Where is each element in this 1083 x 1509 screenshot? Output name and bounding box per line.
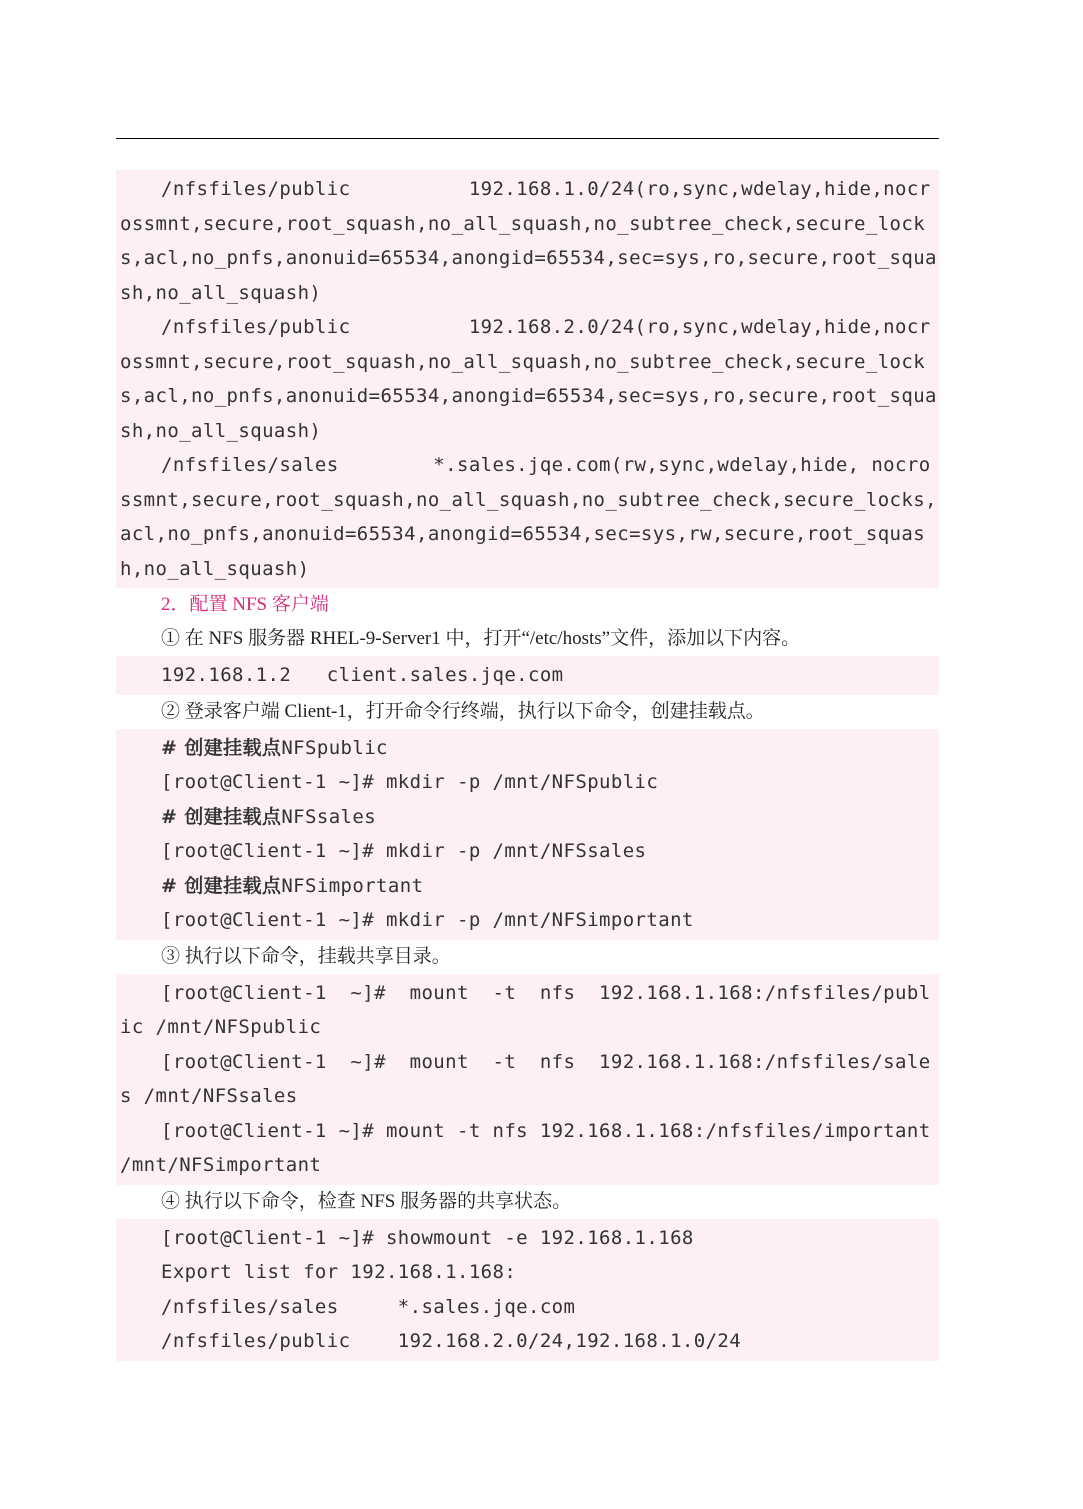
- step-4-text: ④ 执行以下命令，检查 NFS 服务器的共享状态。: [161, 1190, 572, 1212]
- comment-line: [120, 731, 939, 766]
- comment-zh: # 创建挂载点: [161, 805, 282, 828]
- export-list-header: Export list for 192.168.1.168:: [161, 1261, 517, 1283]
- export-output-block: [116, 170, 939, 588]
- command-line: [root@Client-1 ~]# mkdir -p /mnt/NFSpublic: [161, 771, 659, 793]
- export-list-row: /nfsfiles/public 192.168.2.0/24,192.168.1.0/24: [161, 1330, 742, 1352]
- hosts-entry: 192.168.1.2 client.sales.jqe.com: [161, 664, 564, 686]
- export-list-row: /nfsfiles/sales *.sales.jqe.com: [161, 1295, 576, 1318]
- hosts-entry-block: [116, 656, 939, 695]
- step-3-text: ③ 执行以下命令，挂载共享目录。: [161, 945, 451, 967]
- comment-zh: # 创建挂载点: [161, 736, 282, 759]
- comment-en: NFSpublic: [281, 736, 388, 759]
- showmount-block: [116, 1219, 939, 1361]
- mount-command: [root@Client-1 ~]# mount -t nfs 192.168.1.168:/nfsfiles/public /mnt/NFSpublic: [120, 981, 931, 1038]
- mkdir-commands-block: [116, 729, 939, 940]
- header-rule: [116, 138, 939, 139]
- mount-command: [root@Client-1 ~]# mount -t nfs 192.168.1.168:/nfsfiles/sales /mnt/NFSsales: [120, 1050, 931, 1107]
- step-2-text: ② 登录客户端 Client-1，打开命令行终端，执行以下命令，创建挂载点。: [161, 700, 765, 722]
- export-entry-public-2: /nfsfiles/public 192.168.2.0/24(ro,sync,wdelay,hide,nocrossmnt,secure,root_squash,no_all_squash,no_subtree_check,secure_locks,acl,no_pnfs,anonuid=65534,anongid=65534,sec=sys,ro,secure,root_squash,no_all_squash): [120, 316, 937, 442]
- comment-line: [120, 800, 939, 835]
- showmount-command: [root@Client-1 ~]# showmount -e 192.168.1.168: [161, 1226, 694, 1249]
- comment-zh: # 创建挂载点: [161, 874, 282, 897]
- export-entry-public-1: /nfsfiles/public 192.168.1.0/24(ro,sync,wdelay,hide,nocrossmnt,secure,root_squash,no_all_squash,no_subtree_check,secure_locks,acl,no_pnfs,anonuid=65534,anongid=65534,sec=sys,ro,secure,root_squash,no_all_squash): [120, 178, 937, 304]
- document-body: [116, 170, 943, 1361]
- comment-en: NFSimportant: [281, 874, 424, 897]
- mount-commands-block: [116, 974, 943, 1185]
- comment-en: NFSsales: [281, 805, 377, 828]
- command-line: [root@Client-1 ~]# mkdir -p /mnt/NFSimportant: [161, 909, 694, 931]
- mount-command: [root@Client-1 ~]# mount -t nfs 192.168.1.168:/nfsfiles/important /mnt/NFSimportant: [120, 1119, 943, 1176]
- comment-line: [120, 869, 939, 904]
- export-entry-sales: /nfsfiles/sales *.sales.jqe.com(rw,sync,wdelay,hide, nocrossmnt,secure,root_squash,no_all_squash,no_subtree_check,secure_locks,acl,no_pnfs,anonuid=65534,anongid=65534,sec=sys,rw,secure,root_squash,no_all_squash): [120, 454, 937, 580]
- section-heading: 2．配置 NFS 客户端: [161, 594, 329, 615]
- step-1-text: ① 在 NFS 服务器 RHEL-9-Server1 中，打开“/etc/hosts”文件，添加以下内容。: [161, 628, 801, 649]
- command-line: [root@Client-1 ~]# mkdir -p /mnt/NFSsales: [161, 840, 647, 862]
